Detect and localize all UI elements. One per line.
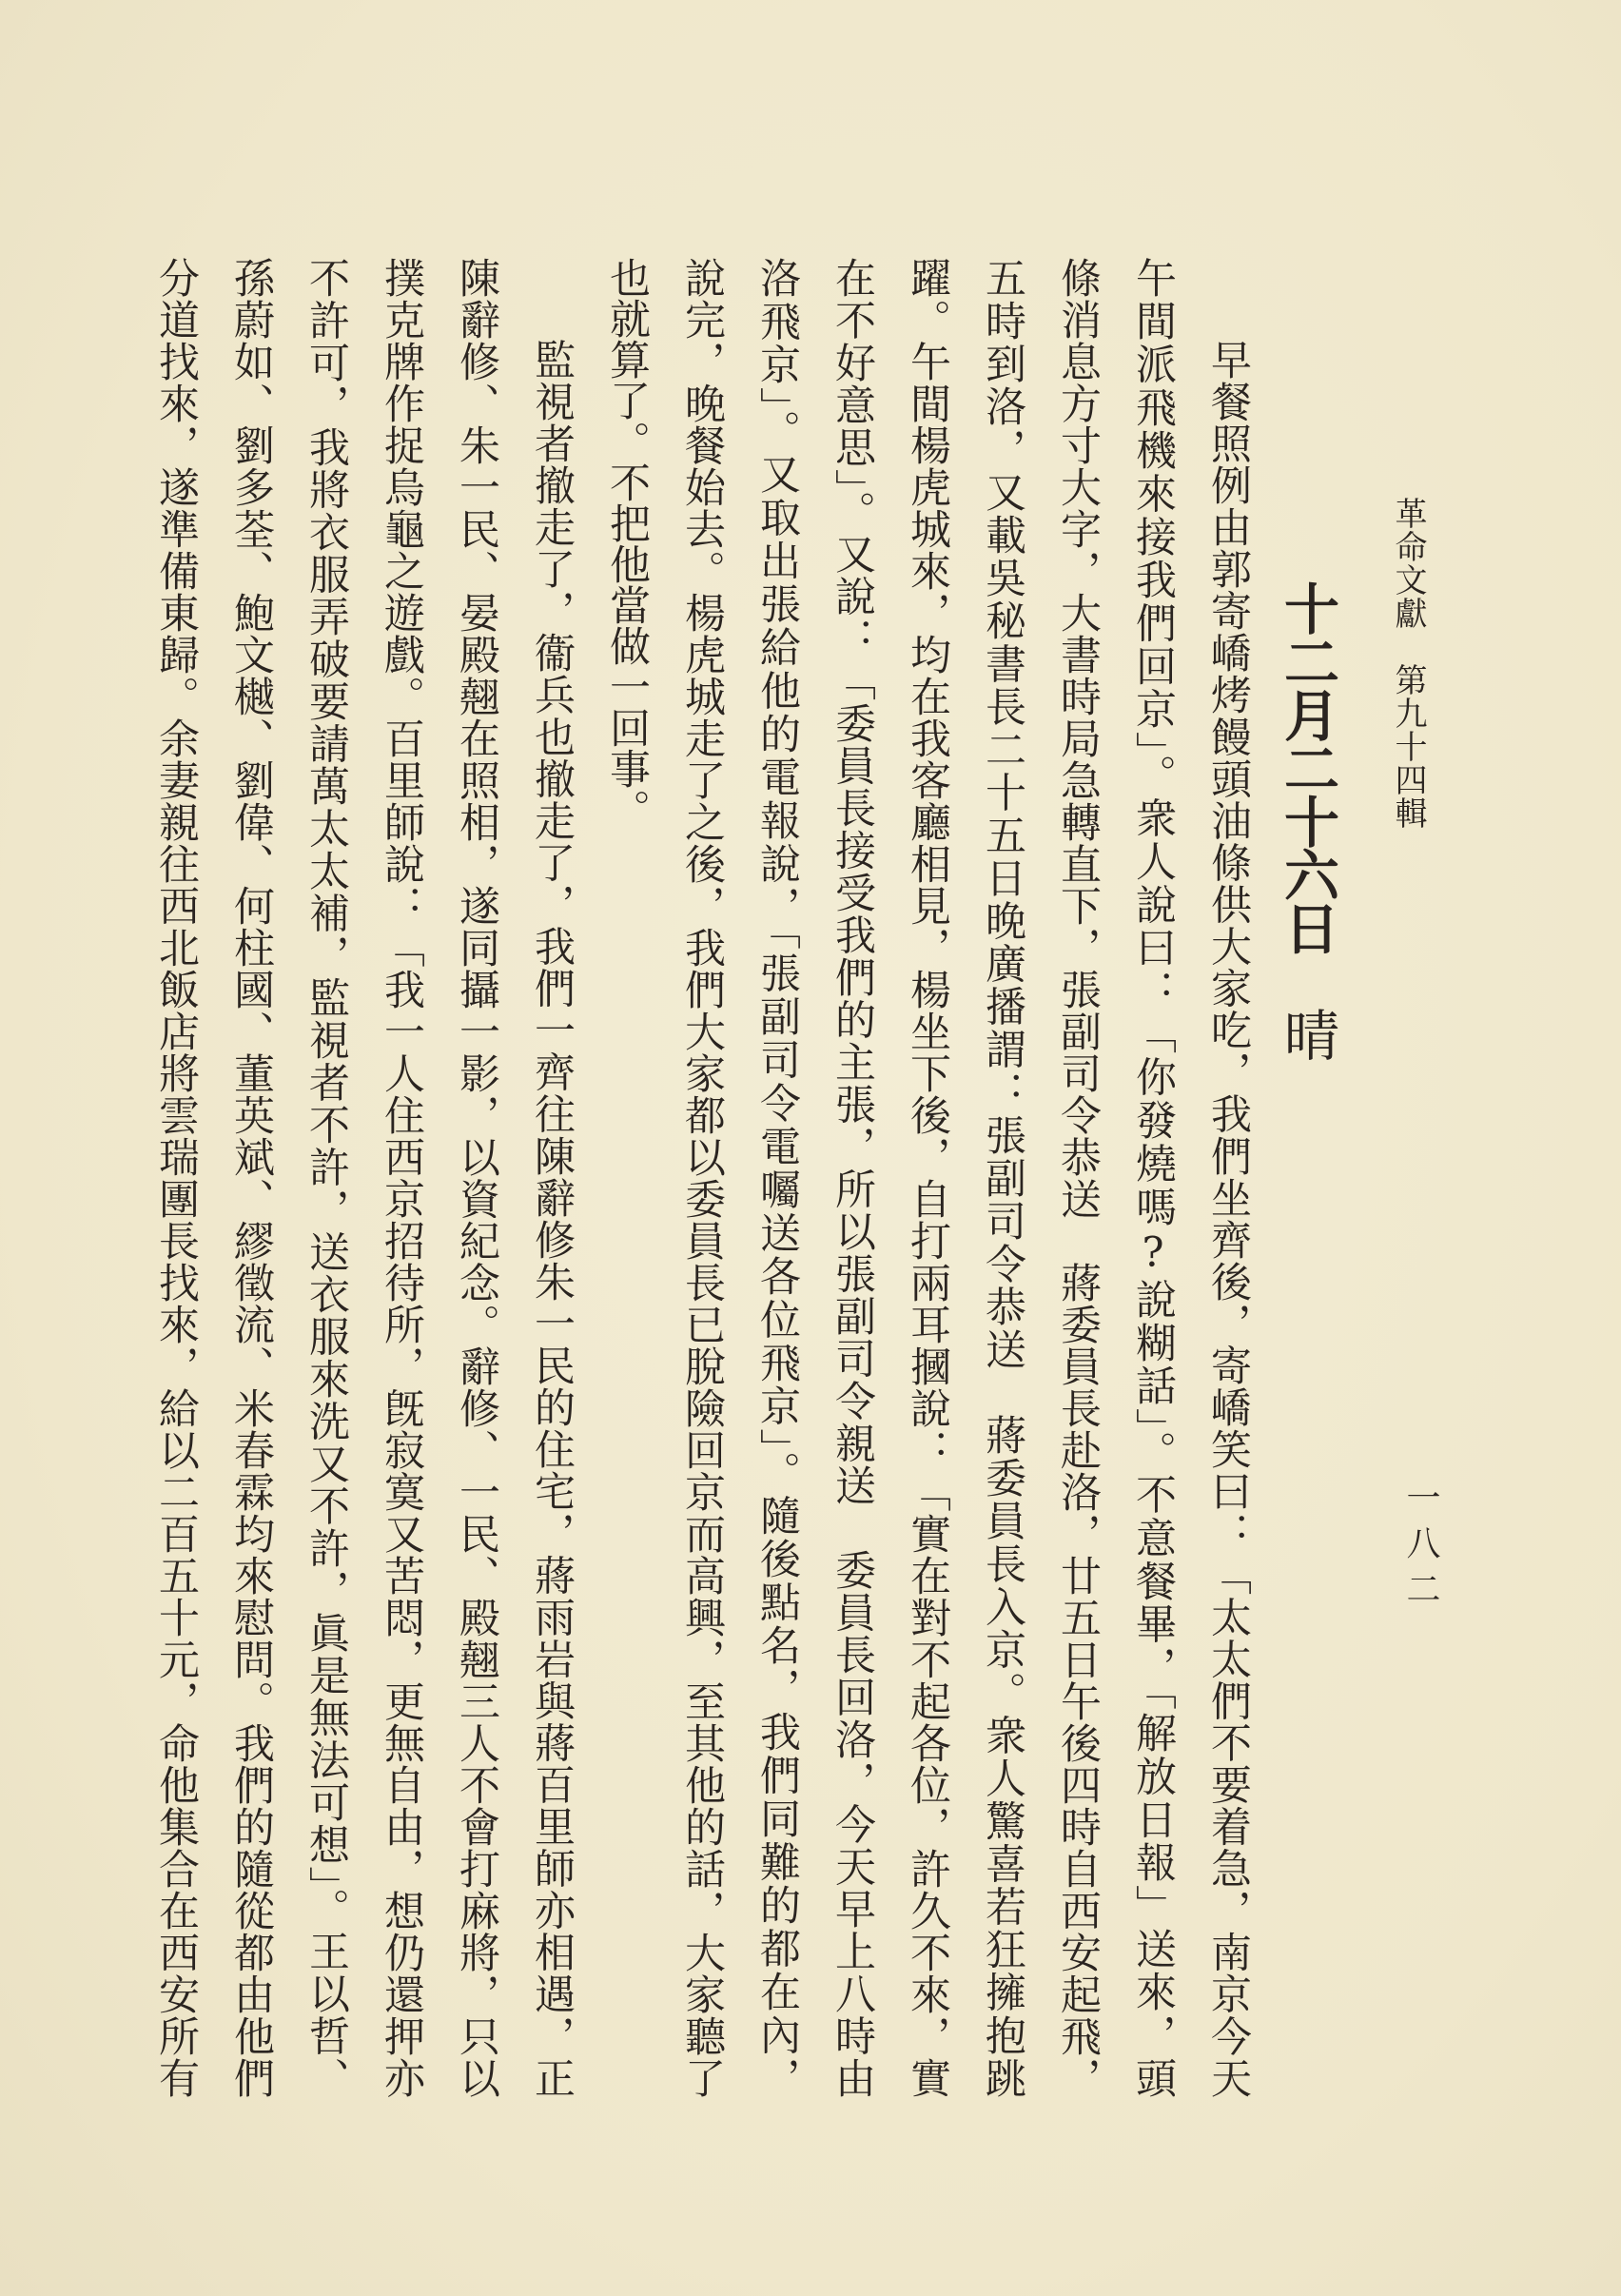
entry-date-title: 十二月二十六日 <box>1275 580 1339 953</box>
text-column: 在不好意思」。又說：「委員長接受我們的主張，所以張副司令親送 委員長回洛，今天早上八時由 <box>829 257 876 2098</box>
text-column: 也就算了。不把他當做一回事。 <box>603 257 651 830</box>
text-column: 不許可，我將衣服弄破要請萬太太補，監視者不許，送衣服來洗又不許，眞是無法可想」。王以哲、 <box>303 257 350 2098</box>
text-column: 說完，晚餐始去。楊虎城走了之後，我們大家都以委員長已脫險回京而高興，至其他的話，大家聽了 <box>678 257 726 2098</box>
text-column: 早餐照例由郭寄嶠烤饅頭油條供大家吃，我們坐齊後，寄嶠笑曰：「太太們不要着急，南京今天 <box>1204 339 1252 2098</box>
text-column: 條消息方寸大字，大書時局急轉直下，張副司令恭送 蔣委員長赴洛，廿五日午後四時自西安起飛， <box>1054 257 1102 2098</box>
text-column: 監視者撤走了，衞兵也撤走了，我們一齊往陳辭修朱一民的住宅，蔣雨岩與蔣百里師亦相遇，正 <box>528 339 576 2098</box>
text-column: 陳辭修、朱一民、晏殿翹在照相，遂同攝一影，以資紀念。辭修、一民、殿翹三人不會打麻將，只以 <box>453 257 500 2098</box>
text-column: 分道找來，遂準備東歸。余妻親往西北飯店將雲瑞團長找來，給以二百五十元，命他集合在西安所有 <box>152 257 200 2098</box>
text-column: 孫蔚如、劉多荃、鮑文樾、劉偉、何柱國、董英斌、繆徵流、米春霖均來慰問。我們的隨從都由他們 <box>227 257 275 2098</box>
text-column: 撲克牌作捉烏龜之遊戲。百里師說：「我一人住西京招待所，旣寂寞又苦悶，更無自由，想仍還押亦 <box>378 257 425 2098</box>
text-column: 五時到洛，又載吳秘書長二十五日晚廣播謂：張副司令恭送 蔣委員長入京。衆人驚喜若狂擁抱跳 <box>979 257 1026 2098</box>
text-column: 躍。午間楊虎城來，均在我客廳相見，楊坐下後，自打兩耳摑說：「實在對不起各位，許久不來，實 <box>904 257 951 2098</box>
entry-weather: 晴 <box>1275 1007 1339 1062</box>
page-number: 一八二 <box>1401 1480 1440 1617</box>
text-column: 午間派飛機來接我們回京」。衆人說曰：「你發燒嗎?說糊話」。不意餐畢，「解放日報」送來，頭 <box>1129 257 1177 2098</box>
running-header: 革命文獻 第九十四輯 <box>1389 497 1427 830</box>
text-column: 洛飛京」。又取出張給他的電報說，「張副司令電囑送各位飛京」。隨後點名，我們同難的都在內， <box>753 257 801 2098</box>
